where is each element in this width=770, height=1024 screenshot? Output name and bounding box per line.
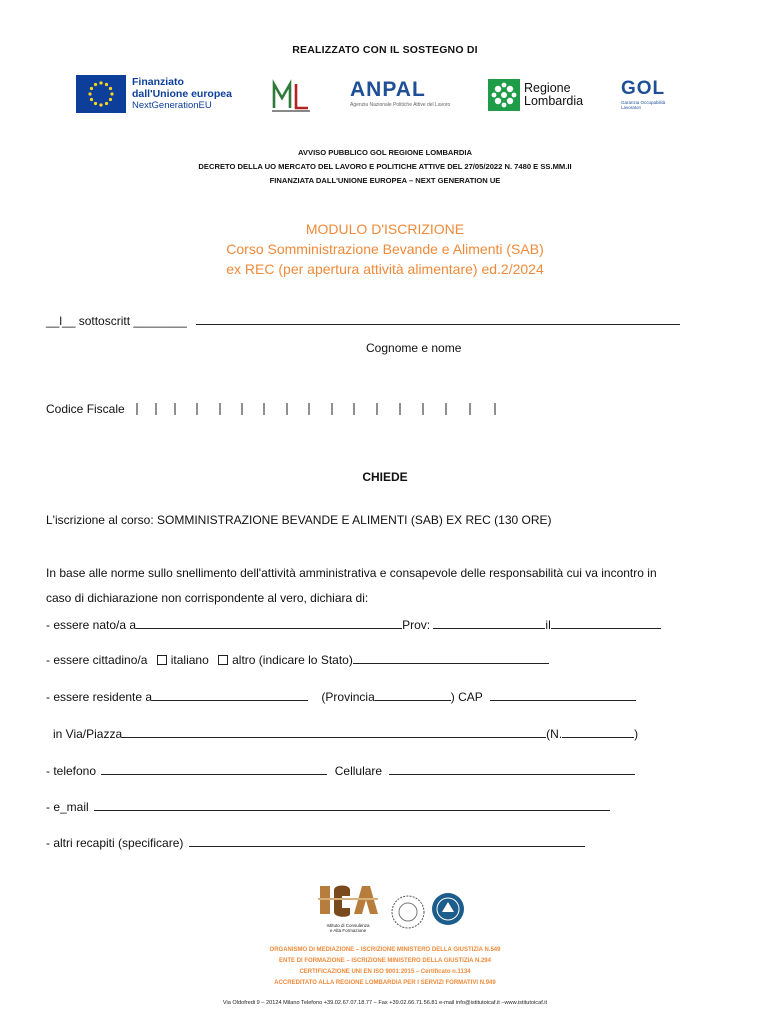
footer-line-1: ORGANISMO DI MEDIAZIONE – ISCRIZIONE MINISTERO DELLA GIUSTIZIA N.549 (269, 947, 501, 953)
email-row (46, 798, 610, 814)
italian-option-label: italiano (170, 653, 209, 667)
cap-label: ) CAP (450, 690, 483, 704)
fiscal-code-label: Codice Fiscale (46, 402, 125, 416)
birth-province-field[interactable] (433, 616, 545, 629)
icaf-caption-1: Istituto di Consulenza (326, 923, 370, 928)
declaration-line-1: In base alle norme sullo snellimento dell'attività amministrativa e consapevole delle responsabilità cui va incontro in (46, 566, 657, 580)
full-name-field[interactable] (196, 312, 680, 325)
province-label: (Provincia (321, 690, 375, 704)
ml-emblem-icon (268, 78, 314, 114)
other-state-field[interactable] (353, 651, 549, 664)
supported-by-heading: REALIZZATO CON IL SOSTEGNO DI (292, 44, 478, 56)
eu-text-3: NextGenerationEU (132, 100, 212, 111)
other-option-label: altro (indicare lo Stato) (232, 653, 353, 667)
requests-heading: CHIEDE (362, 470, 408, 484)
birth-row (46, 616, 726, 632)
gol-logo (621, 78, 681, 112)
eu-text-1: Finanziato (132, 76, 184, 88)
citizenship-row (46, 651, 549, 667)
residence-city-field[interactable] (152, 688, 308, 701)
phone-label: - telefono (46, 764, 97, 778)
other-contacts-field[interactable] (189, 834, 585, 847)
enrollment-text: L'iscrizione al corso: SOMMINISTRAZIONE BEVANDE E ALIMENTI (SAB) EX REC (130 ORE) (46, 513, 552, 527)
other-citizenship-checkbox[interactable] (218, 655, 228, 665)
course-title: Corso Somministrazione Bevande e Alimenti (SAB) (226, 241, 544, 257)
ministry-labour-logo (268, 78, 314, 114)
birthplace-field[interactable] (136, 616, 402, 629)
residence-province-field[interactable] (375, 688, 451, 701)
phone-field[interactable] (101, 762, 327, 775)
notice-line-3: FINANZIATA DALL'UNIONE EUROPEA – NEXT GENERATION UE (269, 176, 501, 185)
email-label: - e_mail (46, 800, 89, 814)
street-field[interactable] (122, 725, 546, 738)
eu-text-2: dall'Unione europea (132, 88, 232, 100)
il-label: il (545, 618, 551, 632)
icaf-caption-2: e Alta Formazione (329, 928, 367, 933)
undersigned-row (46, 312, 706, 328)
lombardia-text-1: Regione (524, 81, 571, 95)
footer-address: Via Oldofredi 9 – 20124 Milano Telefono +39.02.67.07.18.77 – Fax +39.02.66.71.56.81 e-mail info@istitutoicaf.it –www.istitutoicaf.it (222, 1000, 548, 1006)
iso-certification-seal-icon (390, 894, 426, 930)
icaf-logo (316, 882, 380, 933)
email-field[interactable] (94, 798, 610, 811)
number-close: ) (634, 727, 639, 741)
residence-row (46, 688, 636, 704)
other-contacts-row (46, 834, 585, 850)
street-label: in Via/Piazza (53, 727, 123, 741)
accredia-seal-icon (431, 892, 465, 926)
anpal-subtitle: Agenzia Nazionale Politiche Attive del Lavoro (350, 102, 451, 108)
fiscal-code-boxes[interactable] (134, 402, 504, 416)
regione-lombardia-logo (488, 79, 604, 111)
lombardia-text-2: Lombardia (524, 94, 584, 108)
footer-line-3: CERTIFICAZIONE UNI EN ISO 9001:2015 – Certificato n.1134 (299, 969, 471, 975)
born-label: - essere nato/a a (46, 618, 137, 632)
italian-checkbox[interactable] (157, 655, 167, 665)
other-contacts-label: - altri recapiti (specificare) (46, 836, 184, 850)
footer-line-4: ACCREDITATO ALLA REGIONE LOMBARDIA PER I SERVIZI FORMATIVI N.949 (274, 980, 496, 986)
prov-label: Prov: (402, 618, 431, 632)
mobile-label: Cellulare (334, 764, 383, 778)
undersigned-prefix: __l__ sottoscritt ________ (46, 314, 187, 328)
gol-wordmark: GOL (621, 78, 666, 99)
notice-line-2: DECRETO DELLA UO MERCATO DEL LAVORO E POLITICHE ATTIVE DEL 27/05/2022 N. 7480 E SS.MM.II (198, 162, 572, 171)
anpal-logo (350, 78, 454, 112)
birth-date-field[interactable] (551, 616, 661, 629)
mobile-field[interactable] (389, 762, 635, 775)
name-caption: Cognome e nome (366, 341, 462, 355)
anpal-wordmark: ANPAL (350, 78, 426, 101)
phone-row (46, 762, 635, 778)
form-title: MODULO D'ISCRIZIONE (305, 221, 465, 237)
course-subtitle: ex REC (per apertura attività alimentare) ed.2/2024 (226, 261, 544, 277)
citizen-label: - essere cittadino/a (46, 653, 148, 667)
number-label: (N. (546, 727, 563, 741)
cap-field[interactable] (490, 688, 636, 701)
declaration-line-2: caso di dichiarazione non corrispondente al vero, dichiara di: (46, 591, 369, 605)
eu-flag-icon (76, 75, 126, 113)
icaf-emblem-icon (316, 882, 380, 918)
lombardia-rose-icon (488, 79, 520, 111)
notice-line-1: AVVISO PUBBLICO GOL REGIONE LOMBARDIA (298, 148, 472, 157)
eu-logo (76, 74, 240, 114)
resident-label: - essere residente a (46, 690, 153, 704)
gol-subtitle: Garanzia Occupabilità Lavoratori (621, 100, 666, 110)
street-number-field[interactable] (562, 725, 634, 738)
footer-line-2: ENTE DI FORMAZIONE – ISCRIZIONE MINISTERO DELLA GIUSTIZIA N.294 (279, 958, 491, 964)
street-row (53, 725, 638, 741)
